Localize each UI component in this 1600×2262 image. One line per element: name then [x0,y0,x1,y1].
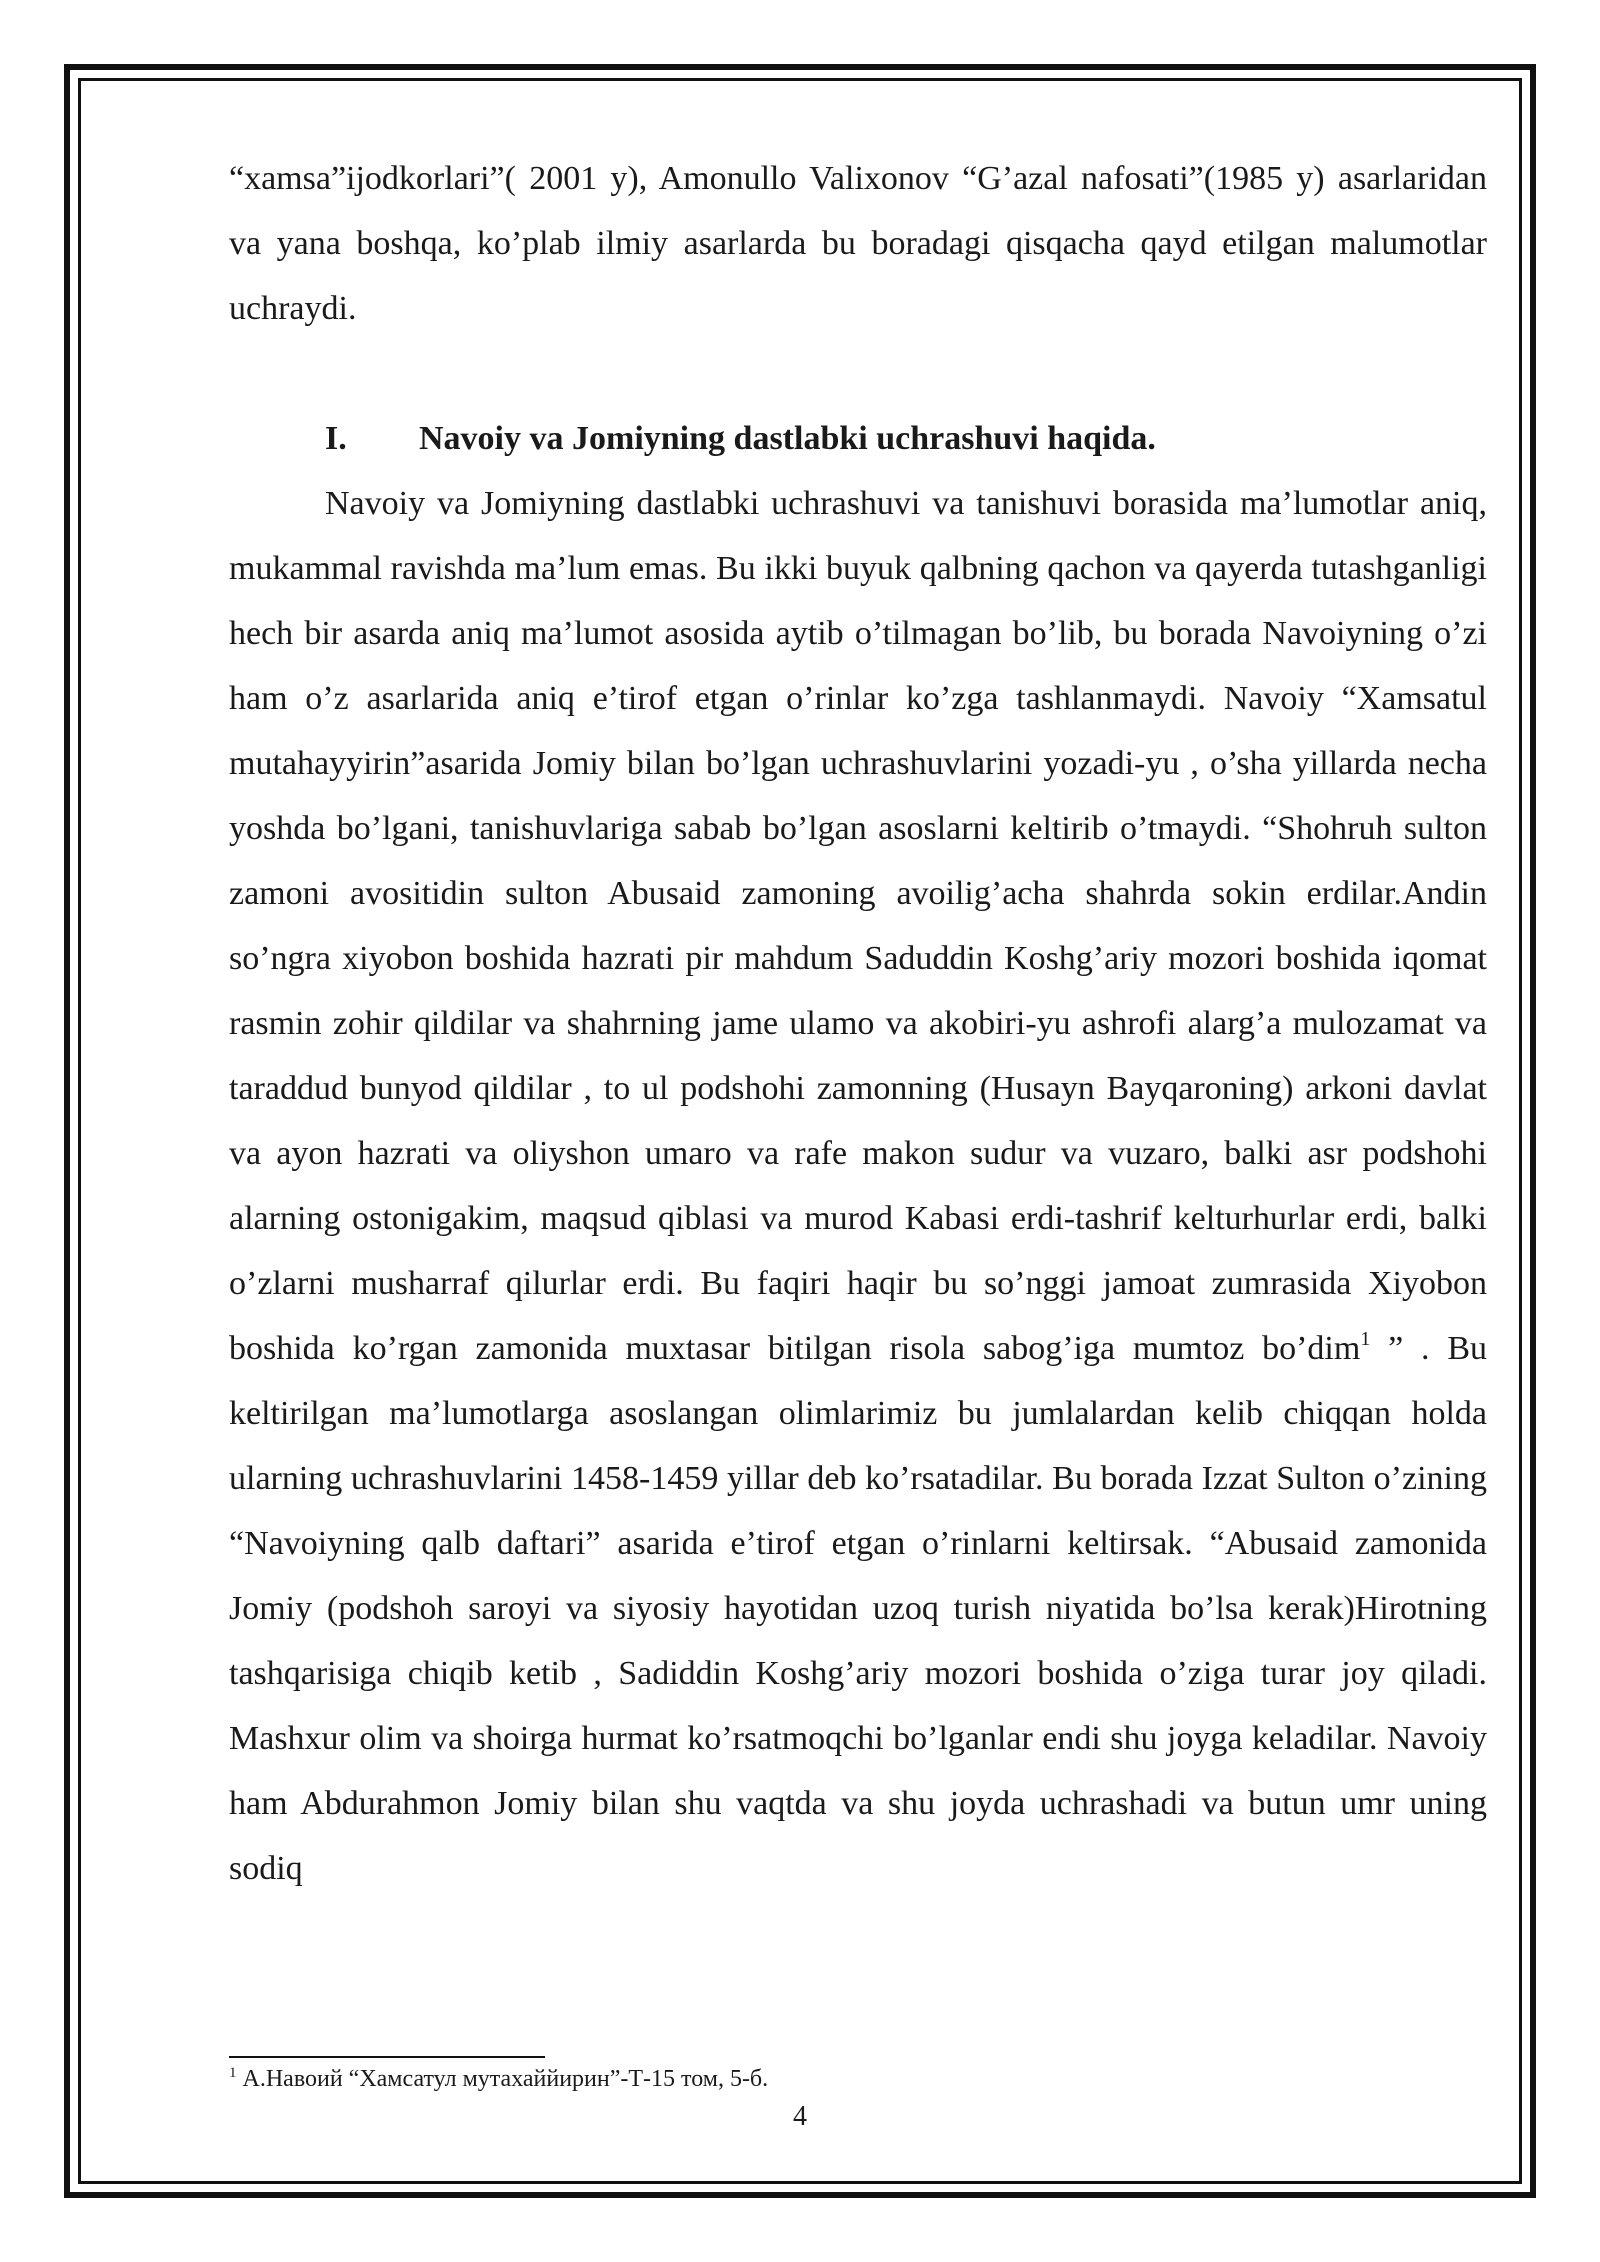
continued-paragraph: “xamsa”ijodkorlari”( 2001 y), Amonullo Valixonov “G’azal nafosati”(1985 y) asarlaridan va yana boshqa, ko’plab ilmiy asarlarda bu boradagi qisqacha qayd etilgan malumotlar uchraydi. [229,160,1487,327]
footnote [229,2062,1487,2096]
footnote-text: А.Навоий “Хамсатул мутахаййирин”-Т-15 том, 5-б. [236,2066,769,2092]
body-text-part-2: ” . Bu keltirilgan ma’lumotlarga asoslangan olimlarimiz bu jumlalardan kelib chiqqan holda ularning uchrashuvlarini 1458-1459 yillar deb ko’rsatadilar. Bu borada Izzat Sulton o’zining “Navoiyning qalb daftari” asarida e’tirof etgan o’rinlarni keltirsak. “Abusaid zamonida Jomiy (podshoh saroyi va siyosiy hayotidan uzoq turish niyatida bo’lsa kerak)Hirotning tashqarisiga chiqib ketib , Sadiddin Koshg’ariy mozori boshida o’ziga turar joy qiladi. Mashxur olim va shoirga hurmat ko’rsatmoqchi bo’lganlar endi shu joyga keladilar. Navoiy ham Abdurahmon Jomiy bilan shu vaqtda va shu joyda uchrashadi va butun umr uning sodiq [229,1330,1487,1887]
footnote-reference[interactable]: 1 [1360,1328,1371,1350]
footnote-number: 1 [229,2065,237,2081]
body-paragraph [229,471,1487,1901]
body-text-part-1: Navoiy va Jomiyning dastlabki uchrashuvi va tanishuvi borasida ma’lumotlar aniq, mukammal ravishda ma’lum emas. Bu ikki buyuk qalbning qachon va qayerda tutashganligi hech bir asarda aniq ma’lumot asosida aytib o’tilmagan bo’lib, bu borada Navoiyning o’zi ham o’z asarlarida aniq e’tirof etgan o’rinlar ko’zga tashlanmaydi. Navoiy “Xamsatul mutahayyirin”asarida Jomiy bilan bo’lgan uchrashuvlarini yozadi-yu , o’sha yillarda necha yoshda bo’lgani, tanishuvlariga sabab bo’lgan asoslarni keltirib o’tmaydi. “Shohruh sulton zamoni avositidin sulton Abusaid zamoning avoilig’acha shahrda sokin erdilar.Andin so’ngra xiyobon boshida hazrati pir mahdum Saduddin Koshg’ariy mozori boshida iqomat rasmin zohir qildilar va shahrning jame ulamo va akobiri-yu ashrofi alarg’a mulozamat va taraddud bunyod qildilar , to ul podshohi zamonning (Husayn Bayqaroning) arkoni davlat va ayon hazrati va oliyshon umaro va rafe makon sudur va vuzaro, balki asr podshohi alarning ostonigakim, maqsud qiblasi va murod Kabasi erdi-tashrif kelturhurlar erdi, balki o’zlarni musharraf qilurlar erdi. Bu faqiri haqir bu so’nggi jamoat zumrasida Xiyobon boshida ko’rgan zamonida muxtasar bitilgan risola sabog’iga mumtoz bo’dim [229,485,1487,1367]
section-number: I. [325,420,347,457]
section-heading [229,406,1487,471]
footnote-separator [229,2056,545,2058]
page-number: 4 [793,2101,807,2132]
page-content [229,146,1487,1901]
section-title: Navoiy va Jomiyning dastlabki uchrashuvi haqida. [419,420,1156,457]
